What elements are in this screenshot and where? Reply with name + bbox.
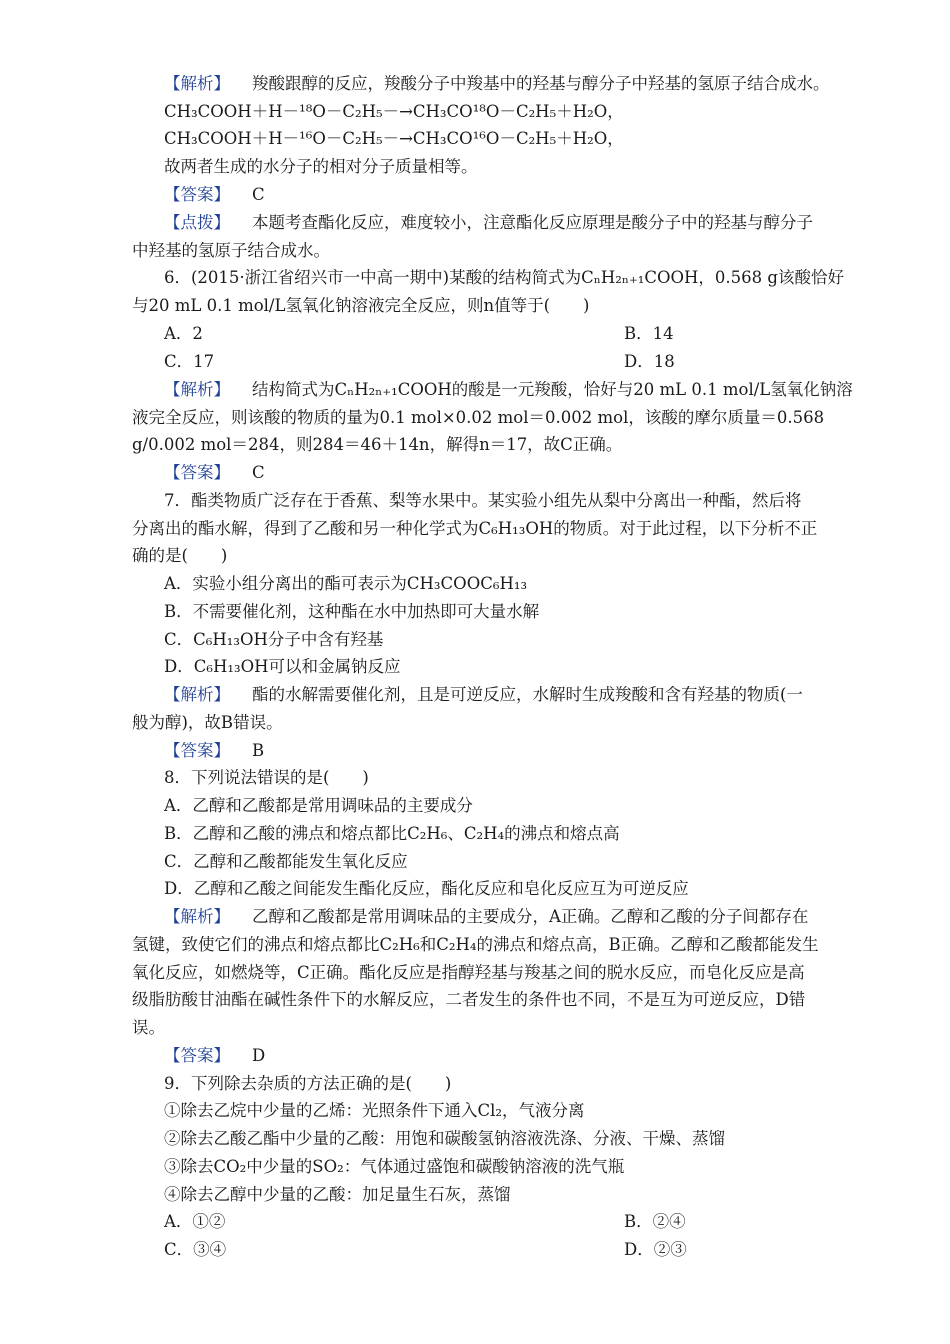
answer-tag: 【答案】 (164, 463, 230, 482)
answer-tag: 【答案】 (164, 741, 230, 760)
analysis-text: 结构简式为CₙH₂ₙ₊₁COOH的酸是一元羧酸，恰好与20 mL 0.1 mol/L氢氧化钠溶 (252, 380, 853, 399)
analysis-text: 乙醇和乙酸都是常用调味品的主要成分，A正确。乙醇和乙酸的分子间都存在 (252, 907, 809, 926)
q9-item-3: ③除去CO₂中少量的SO₂：气体通过盛饱和碳酸钠溶液的洗气瓶 (164, 1157, 625, 1176)
q8-option-b: B．乙醇和乙酸的沸点和熔点都比C₂H₆、C₂H₄的沸点和熔点高 (164, 824, 620, 843)
answer-value: B (252, 741, 265, 760)
q9-item-2: ②除去乙酸乙酯中少量的乙酸：用饱和碳酸氢钠溶液洗涤、分液、干燥、蒸馏 (164, 1129, 725, 1148)
q7-analysis-line-2: 般为醇)，故B错误。 (132, 713, 283, 732)
q8-option-a: A．乙醇和乙酸都是常用调味品的主要成分 (164, 796, 473, 815)
q8-analysis-line-2: 氢键，致使它们的沸点和熔点都比C₂H₆和C₂H₄的沸点和熔点高，B正确。乙醇和乙酸都能发生 (132, 935, 819, 954)
q6-analysis-line-3: g/0.002 mol＝284，则284＝46＋14n，解得n＝17，故C正确。 (132, 435, 623, 454)
analysis-tag: 【解析】 (164, 74, 230, 93)
q7-analysis-line-1 (164, 681, 840, 709)
q8-analysis-line-3: 氧化反应，如燃烧等，C正确。酯化反应是指醇羟基与羧基之间的脱水反应，而皂化反应是高 (132, 963, 805, 982)
q9-options-row-2 (164, 1236, 840, 1264)
q6-stem-line-1: 6．(2015·浙江省绍兴市一中高一期中)某酸的结构简式为CₙH₂ₙ₊₁COOH，0.568 g该酸恰好 (164, 268, 844, 287)
q8-option-c: C．乙醇和乙酸都能发生氧化反应 (164, 852, 408, 871)
analysis-text: 酯的水解需要催化剂，且是可逆反应，水解时生成羧酸和含有羟基的物质(一 (252, 685, 803, 704)
q6-analysis-line-2: 液完全反应，则该酸的物质的量为0.1 mol×0.02 mol＝0.002 mol，该酸的摩尔质量＝0.568 (132, 408, 825, 427)
q8-analysis-line-5: 误。 (132, 1018, 165, 1037)
q7-option-a: A．实验小组分离出的酯可表示为CH₃COOC₆H₁₃ (164, 574, 528, 593)
analysis-tag: 【解析】 (164, 380, 230, 399)
analysis-tag: 【解析】 (164, 907, 230, 926)
q5-analysis (164, 70, 840, 98)
tip-text: 本题考查酯化反应，难度较小，注意酯化反应原理是酸分子中的羟基与醇分子 (252, 213, 813, 232)
q7-option-b: B．不需要催化剂，这种酯在水中加热即可大量水解 (164, 602, 540, 621)
q9-stem: 9．下列除去杂质的方法正确的是( ) (164, 1074, 452, 1093)
answer-value: D (252, 1046, 266, 1065)
q5-tip-line-2: 中羟基的氢原子结合成水。 (132, 241, 330, 260)
option-a: A．2 (164, 324, 203, 343)
q6-options-row-2 (164, 348, 840, 376)
answer-tag: 【答案】 (164, 185, 230, 204)
q7-option-d: D．C₆H₁₃OH可以和金属钠反应 (164, 657, 401, 676)
q5-answer (164, 181, 840, 209)
q6-analysis-line-1 (164, 376, 853, 404)
q5-equation-2: CH₃COOH＋H－¹⁶O－C₂H₅－→CH₃CO¹⁶O－C₂H₅＋H₂O， (164, 129, 624, 148)
option-d: D．18 (624, 352, 675, 371)
q5-conclusion: 故两者生成的水分子的相对分子质量相等。 (164, 157, 478, 176)
q8-analysis-line-4: 级脂肪酸甘油酯在碱性条件下的水解反应，二者发生的条件也不同，不是互为可逆反应，D错 (132, 990, 806, 1009)
answer-value: C (252, 463, 265, 482)
q8-answer (164, 1042, 840, 1070)
q9-item-4: ④除去乙醇中少量的乙酸：加足量生石灰，蒸馏 (164, 1185, 511, 1204)
tip-tag: 【点拨】 (164, 213, 230, 232)
option-a: A．①② (164, 1212, 226, 1231)
analysis-text: 羧酸跟醇的反应，羧酸分子中羧基中的羟基与醇分子中羟基的氢原子结合成水。 (252, 74, 830, 93)
q8-analysis-line-1 (164, 903, 840, 931)
q6-options-row-1 (164, 320, 840, 348)
q7-stem-line-3: 确的是( ) (132, 546, 228, 565)
option-b: B．②④ (624, 1212, 686, 1231)
q7-stem-line-1: 7．酯类物质广泛存在于香蕉、梨等水果中。某实验小组先从梨中分离出一种酯，然后将 (164, 491, 802, 510)
q8-option-d: D．乙醇和乙酸之间能发生酯化反应，酯化反应和皂化反应互为可逆反应 (164, 879, 689, 898)
q9-options-row-1 (164, 1208, 840, 1236)
option-d: D．②③ (624, 1240, 687, 1259)
option-c: C．17 (164, 352, 215, 371)
q8-stem: 8．下列说法错误的是( ) (164, 768, 369, 787)
q7-stem-line-2: 分离出的酯水解，得到了乙酸和另一种化学式为C₆H₁₃OH的物质。对于此过程，以下分析不正 (132, 519, 818, 538)
q9-item-1: ①除去乙烷中少量的乙烯：光照条件下通入Cl₂，气液分离 (164, 1101, 585, 1120)
q5-equation-1: CH₃COOH＋H－¹⁸O－C₂H₅－→CH₃CO¹⁸O－C₂H₅＋H₂O， (164, 102, 624, 121)
q7-option-c: C．C₆H₁₃OH分子中含有羟基 (164, 630, 384, 649)
option-b: B．14 (624, 324, 674, 343)
q6-answer (164, 459, 840, 487)
option-c: C．③④ (164, 1240, 227, 1259)
q7-answer (164, 737, 840, 765)
answer-value: C (252, 185, 265, 204)
analysis-tag: 【解析】 (164, 685, 230, 704)
q5-tip-line-1 (164, 209, 840, 237)
answer-tag: 【答案】 (164, 1046, 230, 1065)
q6-stem-line-2: 与20 mL 0.1 mol/L氢氧化钠溶液完全反应，则n值等于( ) (132, 296, 590, 315)
